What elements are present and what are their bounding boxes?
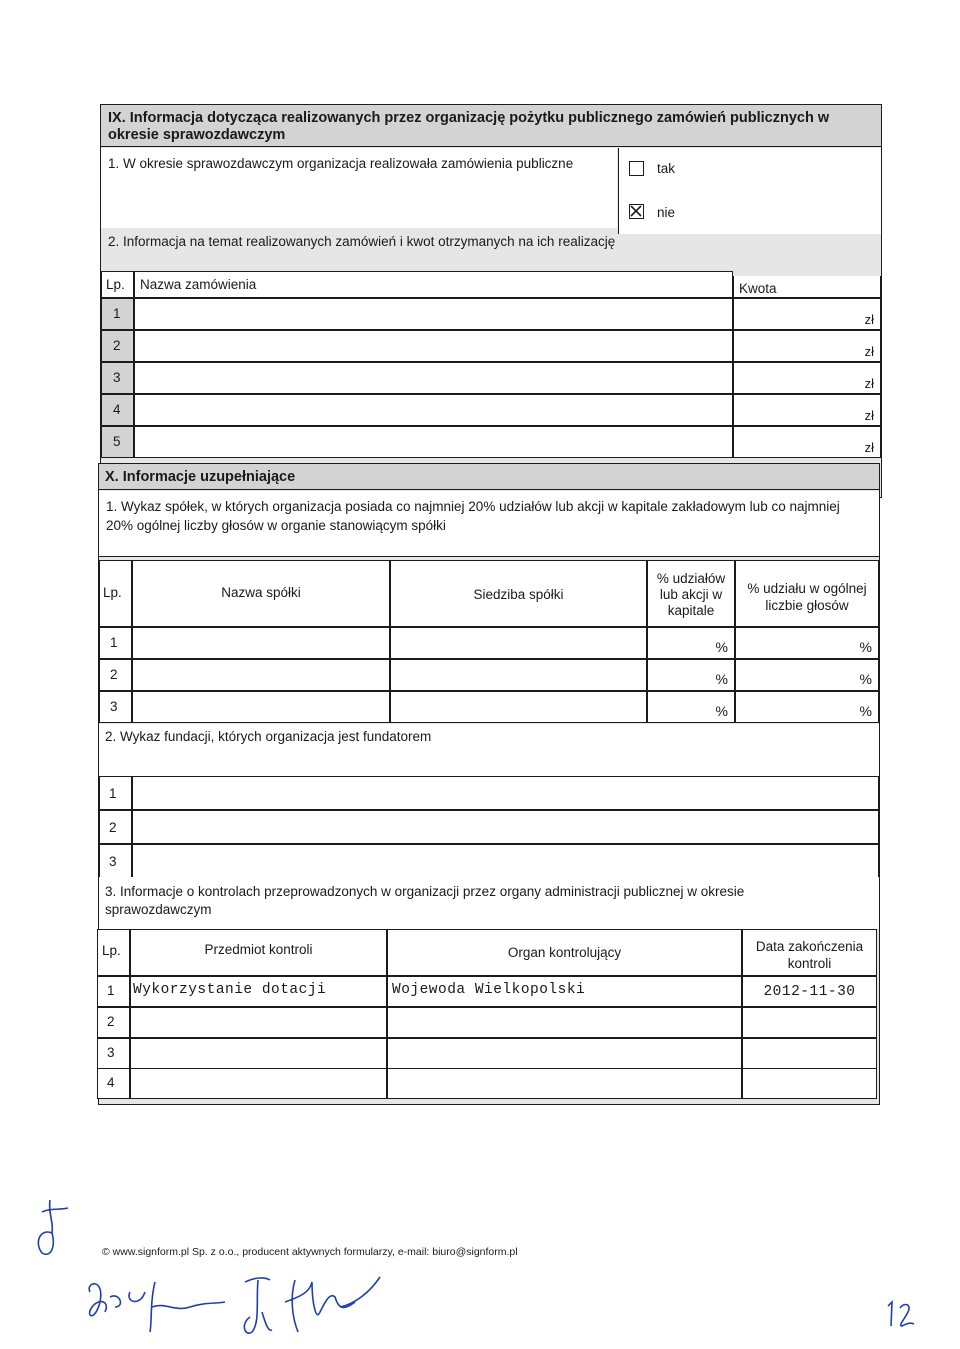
currency-label: zł — [864, 312, 874, 327]
controls-date-header-label: Data zakończenia kontroli — [755, 939, 864, 971]
checkbox-nie-label: nie — [657, 205, 676, 220]
orders-row-name[interactable] — [134, 426, 733, 458]
companies-shares-header-label: % udziałów lub akcji w kapitale — [656, 571, 726, 618]
foundations-row-lp-label: 3 — [109, 854, 117, 869]
x-q2-question: 2. Wykaz fundacji, których organizacja jest fundatorem — [105, 729, 432, 744]
orders-row-lp-label: 2 — [113, 338, 121, 353]
controls-row-lp-label: 4 — [107, 1075, 115, 1090]
checkmark-x-icon — [630, 205, 642, 217]
orders-row-name[interactable] — [134, 330, 733, 362]
controls-row-authority[interactable] — [387, 1007, 742, 1038]
companies-row-votes[interactable] — [735, 627, 879, 659]
foundations-row-name[interactable] — [132, 844, 879, 878]
controls-row-date-value: 2012-11-30 — [763, 984, 856, 1000]
controls-row-authority[interactable] — [387, 1068, 742, 1099]
orders-row-lp-label: 1 — [113, 306, 121, 321]
controls-row-lp-label: 3 — [107, 1045, 115, 1060]
orders-row-amount[interactable] — [733, 362, 881, 394]
checkbox-nie[interactable] — [629, 204, 644, 219]
companies-row-lp-label: 3 — [110, 699, 118, 714]
percent-sign: % — [715, 671, 728, 687]
companies-row-seat[interactable] — [390, 659, 647, 691]
footer-credit: © www.signform.pl Sp. z o.o., producent aktywnych formularzy, e-mail: biuro@signform.pl — [102, 1246, 518, 1258]
companies-row-name[interactable] — [132, 691, 390, 723]
currency-label: zł — [864, 376, 874, 391]
q2-question: 2. Informacja na temat realizowanych zamówień i kwot otrzymanych na ich realizację — [108, 234, 616, 249]
page-number-value — [0, 0, 1, 1]
controls-row-date[interactable] — [742, 1007, 877, 1038]
companies-lp-header-label: Lp. — [103, 585, 122, 600]
companies-row-name[interactable] — [132, 627, 390, 659]
controls-row-lp-label: 2 — [107, 1014, 115, 1029]
controls-row-subject[interactable] — [130, 1007, 387, 1038]
companies-row-shares[interactable] — [647, 627, 735, 659]
companies-row-seat[interactable] — [390, 691, 647, 723]
orders-row-amount[interactable] — [733, 330, 881, 362]
controls-row-subject-value: Wykorzystanie dotacji — [133, 982, 327, 998]
handwritten-initial-mark — [30, 1198, 75, 1260]
orders-row-lp-label: 5 — [113, 434, 121, 449]
orders-name-header-label: Nazwa zamówienia — [140, 277, 257, 292]
controls-lp-header-label: Lp. — [102, 943, 121, 958]
currency-label: zł — [864, 344, 874, 359]
section-x-title: X. Informacje uzupełniające — [105, 469, 296, 485]
foundations-row-lp-label: 2 — [109, 820, 117, 835]
orders-amount-header-label: Kwota — [739, 281, 777, 296]
orders-row-amount[interactable] — [733, 394, 881, 426]
percent-sign: % — [859, 671, 872, 687]
companies-row-name[interactable] — [132, 659, 390, 691]
companies-row-shares[interactable] — [647, 691, 735, 723]
companies-name-header-label: Nazwa spółki — [221, 585, 301, 600]
percent-sign: % — [859, 703, 872, 719]
companies-row-seat[interactable] — [390, 627, 647, 659]
orders-row-lp-label: 3 — [113, 370, 121, 385]
orders-row-name[interactable] — [134, 362, 733, 394]
currency-label: zł — [864, 408, 874, 423]
companies-row-lp-label: 2 — [110, 667, 118, 682]
orders-row-amount[interactable] — [733, 426, 881, 458]
companies-seat-header-label: Siedziba spółki — [473, 587, 564, 602]
orders-row-name[interactable] — [134, 394, 733, 426]
checkbox-tak[interactable] — [629, 161, 644, 176]
controls-row-authority[interactable] — [387, 1038, 742, 1069]
controls-row-date[interactable] — [742, 1038, 877, 1069]
orders-row-amount[interactable] — [733, 298, 881, 330]
companies-row-lp-label: 1 — [110, 635, 118, 650]
orders-row-name[interactable] — [134, 298, 733, 330]
x-q3-question: 3. Informacje o kontrolach przeprowadzonych w organizacji przez organy administracji publicznej w okresie sprawozdawczym — [105, 884, 745, 917]
section-ix-title: IX. Informacja dotycząca realizowanych przez organizację pożytku publicznego zamówień publicznych w okresie sprawozdawczym — [108, 110, 830, 143]
controls-row-authority-value: Wojewoda Wielkopolski — [392, 982, 586, 998]
q1-question: 1. W okresie sprawozdawczym organizacja realizowała zamówienia publiczne — [108, 156, 574, 171]
controls-row-subject[interactable] — [130, 1068, 387, 1099]
foundations-row-name[interactable] — [132, 776, 879, 810]
companies-row-votes[interactable] — [735, 691, 879, 723]
x-q1-question: 1. Wykaz spółek, w których organizacja posiada co najmniej 20% udziałów lub akcji w kapitale zakładowym lub co najmniej 20% ogólnej liczby głosów w organie stanowiącym spółki — [106, 499, 840, 533]
orders-lp-header-label: Lp. — [106, 277, 125, 292]
companies-row-votes[interactable] — [735, 659, 879, 691]
percent-sign: % — [715, 703, 728, 719]
controls-subject-header-label: Przedmiot kontroli — [204, 942, 313, 957]
checkbox-tak-label: tak — [657, 161, 676, 176]
currency-label: zł — [864, 440, 874, 455]
companies-row-shares[interactable] — [647, 659, 735, 691]
controls-row-lp-label: 1 — [107, 983, 115, 998]
handwritten-signatures — [80, 1262, 420, 1347]
foundations-row-lp-label: 1 — [109, 786, 117, 801]
percent-sign: % — [715, 639, 728, 655]
handwritten-page-number — [880, 1298, 920, 1330]
foundations-row-name[interactable] — [132, 810, 879, 844]
controls-row-subject[interactable] — [130, 1038, 387, 1069]
controls-authority-header-label: Organ kontrolujący — [507, 945, 622, 960]
controls-row-date[interactable] — [742, 1068, 877, 1099]
orders-row-lp-label: 4 — [113, 402, 121, 417]
percent-sign: % — [859, 639, 872, 655]
companies-votes-header-label: % udziału w ogólnej liczbie głosów — [747, 581, 867, 613]
